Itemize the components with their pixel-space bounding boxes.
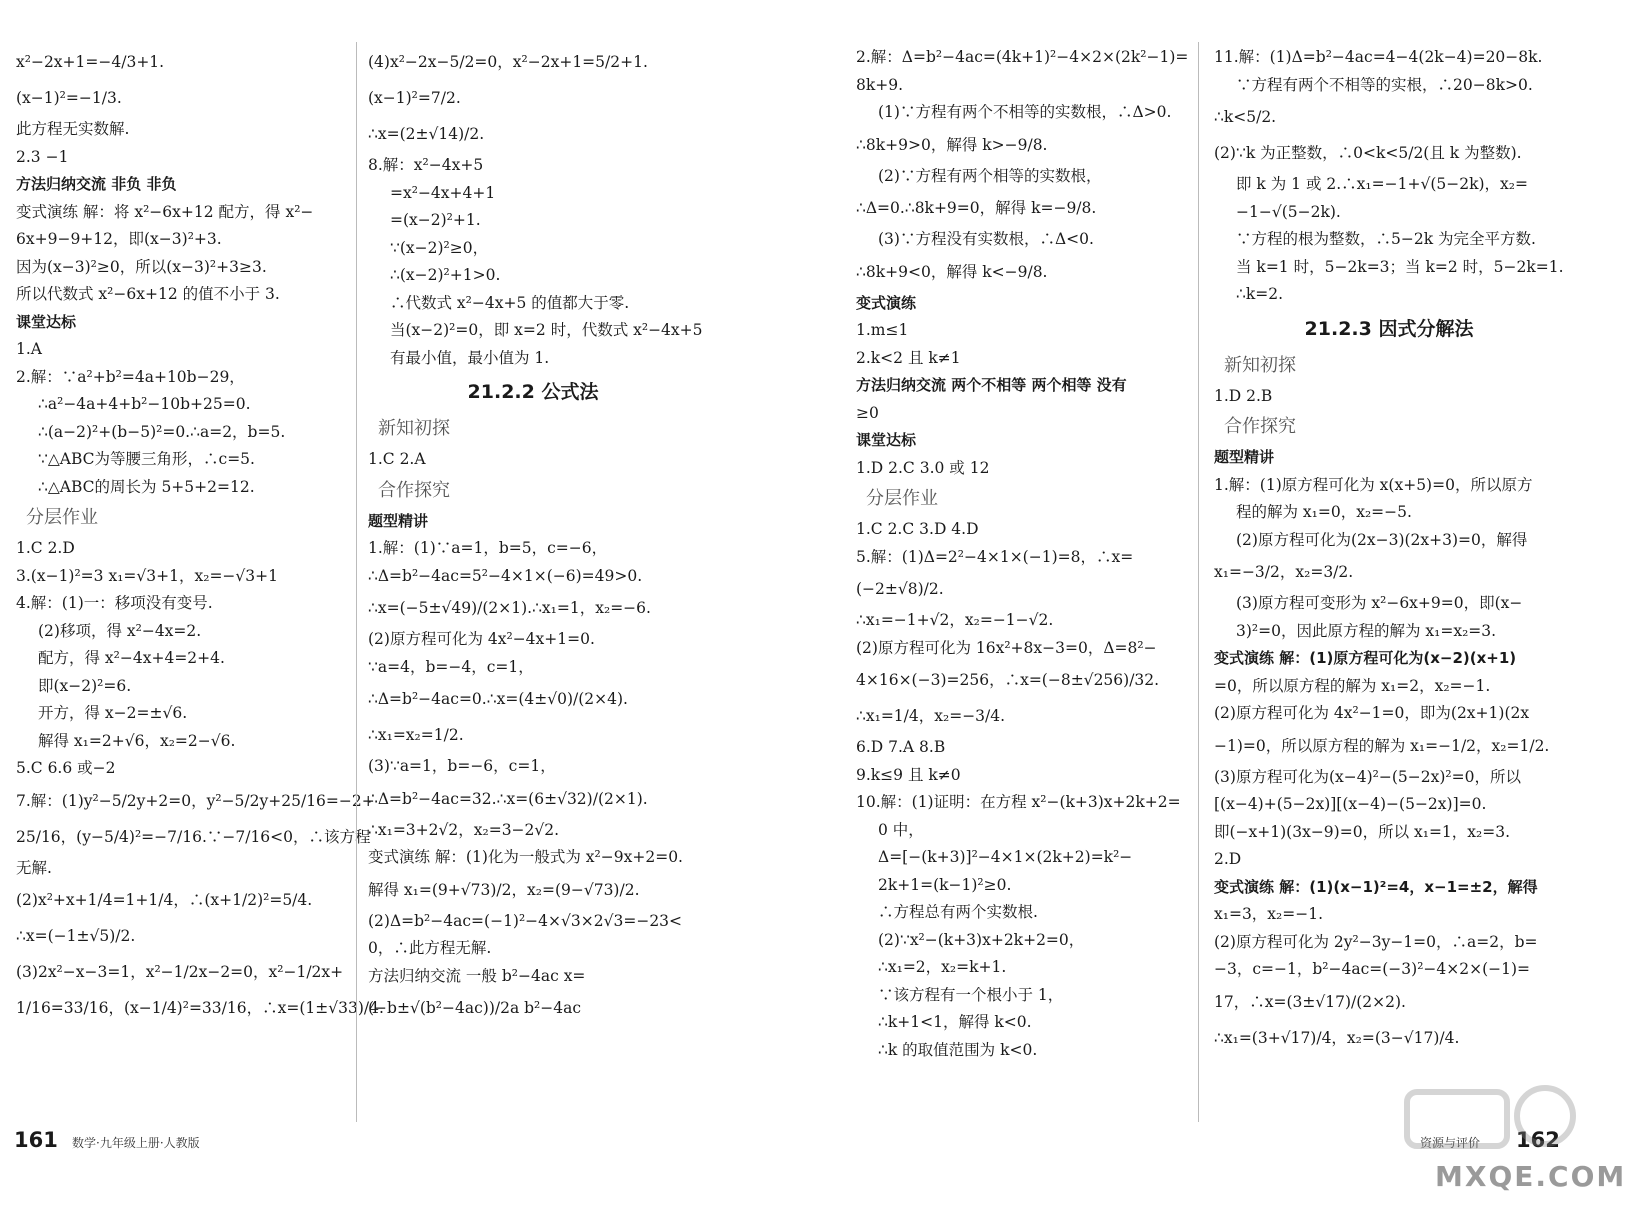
answer-line: 开方，得 x−2=±√6. [38,704,188,722]
answer-line: 2.解：Δ=b²−4ac=(4k+1)²−4×2×(2k²−1)= [856,48,1189,66]
section-banner: 新知初探 [378,418,450,439]
answer-column-4 [1214,44,1564,1056]
answer-line: 17，∴x=(3±√17)/(2×2). [1214,992,1406,1011]
answer-line: 变式演练 解：将 x²−6x+12 配方，得 x²− [16,202,314,221]
answer-line: 8.解：x²−4x+5 [368,156,484,174]
answer-line: =0，所以原方程的解为 x₁=2，x₂=−1. [1214,676,1491,695]
answer-line: ∴8k+9<0，解得 k<−9/8. [856,262,1048,281]
answer-line: 无解. [16,858,52,877]
answer-line: ∴Δ=b²−4ac=5²−4×1×(−6)=49>0. [368,566,643,585]
answer-line: =x²−4x+4+1 [390,183,496,202]
answer-line: (2)∵x²−(k+3)x+2k+2=0， [878,930,1085,949]
answer-line: 0 中， [878,820,924,839]
answer-line: ∴Δ=b²−4ac=32.∴x=(6±√32)/(2×1). [368,789,648,808]
answer-line: ∴x=(−5±√49)/(2×1).∴x₁=1，x₂=−6. [368,599,651,617]
answer-line: ∵该方程有一个根小于 1， [878,985,1064,1004]
answer-line: 1/16=33/16，(x−1/4)²=33/16，∴x=(1±√33)/4. [16,999,384,1017]
answer-line: 4×16×(−3)=256，∴x=(−8±√256)/32. [856,671,1160,689]
answer-line: Δ=[−(k+3)]²−4×1×(2k+2)=k²− [878,848,1133,866]
subheading: 方法归纳交流 非负 非负 [16,175,177,193]
section-banner: 合作探究 [1224,416,1296,437]
answer-line: 5.解：(1)Δ=2²−4×1×(−1)=8，∴x= [856,547,1134,566]
left-page [0,0,800,1208]
answer-line: ∴x₁=x₂=1/2. [368,726,464,744]
answer-line: (x−1)²=−1/3. [16,89,122,107]
answer-line: 当(x−2)²=0，即 x=2 时，代数式 x²−4x+5 [390,321,703,339]
answer-line: [(x−4)+(5−2x)][(x−4)−(5−2x)]=0. [1214,795,1487,813]
section-title: 21.2.2 公式法 [467,381,599,403]
answer-line: (3)∵方程没有实数根，∴Δ<0. [878,230,1094,248]
answer-line: 1.C 2.C 3.D 4.D [856,520,979,538]
answer-line: 6.D 7.A 8.B [856,738,946,756]
answer-line: 2k+1=(k−1)²≥0. [878,875,1012,894]
answer-line: 10.解：(1)证明：在方程 x²−(k+3)x+2k+2= [856,793,1181,811]
answer-line: 变式演练 解：(1)化为一般式为 x²−9x+2=0. [368,848,683,866]
answer-line: ∴k+1<1，解得 k<0. [878,1013,1032,1031]
answer-line: (2)原方程可化为 4x²−1=0，即为(2x+1)(2x [1214,704,1530,722]
subheading: 方法归纳交流 两个不相等 两个相等 没有 [856,376,1127,394]
answer-line: 1.解：(1)原方程可化为 x(x+5)=0，所以原方 [1214,475,1533,494]
answer-line: ∴△ABC的周长为 5+5+2=12. [38,477,255,496]
answer-column-2 [368,44,703,1026]
answer-line: 程的解为 x₁=0，x₂=−5. [1236,503,1412,521]
section-banner: 分层作业 [866,488,938,509]
footer-book-title: 数学·九年级上册·人教版 [72,1136,200,1150]
answer-line: ∴x₁=(3+√17)/4，x₂=(3−√17)/4. [1214,1028,1460,1047]
section-banner: 新知初探 [1224,354,1296,376]
section-title: 21.2.3 因式分解法 [1304,317,1474,340]
answer-line: 9.k≤9 且 k≠0 [856,765,961,784]
section-banner: 分层作业 [26,507,98,528]
answer-line: 1.m≤1 [856,321,909,339]
answer-line: ∴Δ=b²−4ac=0.∴x=(4±√0)/(2×4). [368,690,628,708]
answer-line: 1.C 2.D [16,539,75,557]
answer-line: (3)∵a=1，b=−6，c=1， [368,757,556,775]
answer-line: 5.C 6.6 或−2 [16,759,116,777]
answer-line: 25/16，(y−5/4)²=−7/16.∵−7/16<0，∴该方程 [16,827,371,846]
answer-line: 解得 x₁=(9+√73)/2，x₂=(9−√73)/2. [368,880,640,899]
answer-line: 当 k=1 时，5−2k=3；当 k=2 时，5−2k=1. [1236,257,1564,276]
answer-line: (1)∵方程有两个不相等的实数根，∴Δ>0. [878,103,1172,121]
answer-line: 6x+9−9+12，即(x−3)²+3. [16,230,222,248]
answer-line: 11.解：(1)Δ=b²−4ac=4−4(2k−4)=20−8k. [1214,48,1543,66]
subheading: 课堂达标 [16,312,77,331]
answer-line: ∵(x−2)²≥0， [390,238,489,257]
answer-line: 3)²=0，因此原方程的解为 x₁=x₂=3. [1236,621,1497,640]
watermark-text: MXQE.COM [1435,1160,1626,1193]
page-number-left: 161 [14,1128,58,1152]
answer-line: (x−1)²=7/2. [368,89,461,107]
answer-line: (2)原方程可化为(2x−3)(2x+3)=0，解得 [1236,530,1528,549]
answer-line: 即(−x+1)(3x−9)=0，所以 x₁=1，x₂=3. [1214,822,1511,841]
answer-line: ∴a²−4a+4+b²−10b+25=0. [38,395,251,413]
answer-line: ∵方程有两个不相等的实根，∴20−8k>0. [1236,75,1533,94]
answer-line: ∴k<5/2. [1214,108,1277,126]
answer-line: ∴方程总有两个实数根. [878,903,1038,921]
answer-line: 8k+9. [856,75,904,94]
answer-line: (2)原方程可化为 4x²−4x+1=0. [368,630,595,648]
answer-line: 1.解：(1)∵a=1，b=5，c=−6， [368,539,608,557]
answer-line: ∴x₁=1/4，x₂=−3/4. [856,707,1006,725]
answer-line: (2)原方程可化为 16x²+8x−3=0，Δ=8²− [856,638,1157,657]
answer-column-1 [16,44,384,1026]
answer-line: 1.C 2.A [368,450,426,468]
footer-series-title: 资源与评价 [1420,1136,1481,1150]
section-banner: 合作探究 [378,479,450,501]
answer-line: ∴x₁=2，x₂=k+1. [878,958,1007,976]
answer-line: ∵a=4，b=−4，c=1， [368,657,534,676]
answer-line: ∴k=2. [1236,285,1284,303]
answer-column-3 [856,44,1189,1064]
answer-line: 3.(x−1)²=3 x₁=√3+1，x₂=−√3+1 [16,566,279,585]
answer-line: 解得 x₁=2+√6，x₂=2−√6. [38,731,236,750]
answer-line: (2)x²+x+1/4=1+1/4，∴(x+1/2)²=5/4. [16,891,313,909]
answer-line: 7.解：(1)y²−5/2y+2=0，y²−5/2y+25/16=−2+ [16,791,375,810]
answer-line: (2)原方程可化为 2y²−3y−1=0，∴a=2，b= [1214,932,1538,951]
answer-line: 方法归纳交流 一般 b²−4ac x= [368,966,586,985]
answer-line: (2)∵k 为正整数，∴0<k<5/2(且 k 为整数). [1214,144,1522,162]
subheading: 变式演练 解：(1)原方程可化为(x−2)(x+1) [1214,649,1517,667]
answer-line: 4.解：(1)一：移项没有变号. [16,594,213,612]
answer-line: 因为(x−3)²≥0，所以(x−3)²+3≥3. [16,257,267,276]
right-page [800,0,1600,1208]
answer-line: 1.D 2.B [1214,386,1273,405]
answer-line: 有最小值，最小值为 1. [390,348,550,367]
answer-line: ∴x=(−1±√5)/2. [16,927,136,945]
answer-line: (2)∵方程有两个相等的实数根， [878,166,1102,185]
answer-line: ∴8k+9>0，解得 k>−9/8. [856,135,1048,154]
subheading: 课堂达标 [856,431,917,449]
answer-line: x₁=3，x₂=−1. [1214,905,1324,923]
answer-line: −1−√(5−2k). [1236,202,1341,221]
answer-line: ≥0 [856,403,879,422]
answer-line: ∴k 的取值范围为 k<0. [878,1040,1038,1059]
answer-line: ∴x₁=−1+√2，x₂=−1−√2. [856,611,1054,629]
answer-line: ∴代数式 x²−4x+5 的值都大于零. [390,293,630,312]
answer-line: ∵方程的根为整数，∴5−2k 为完全平方数. [1236,230,1536,248]
answer-line: ∴(a−2)²+(b−5)²=0.∴a=2，b=5. [38,422,286,441]
subheading: 变式演练 [856,293,917,312]
answer-line: 即 k 为 1 或 2.∴x₁=−1+√(5−2k)，x₂= [1236,175,1528,193]
answer-line: 2.k<2 且 k≠1 [856,348,961,367]
answer-line: =(x−2)²+1. [390,211,481,229]
answer-line: ∴Δ=0.∴8k+9=0，解得 k=−9/8. [856,199,1097,217]
answer-line: (−2±√8)/2. [856,580,944,598]
answer-line: −3，c=−1，b²−4ac=(−3)²−4×2×(−1)= [1214,960,1531,978]
answer-line: 1.D 2.C 3.0 或 12 [856,458,990,477]
answer-line: ∵△ABC为等腰三角形，∴c=5. [38,450,255,468]
answer-line: −1)=0，所以原方程的解为 x₁=−1/2，x₂=1/2. [1214,736,1550,755]
subheading: 变式演练 解：(1)(x−1)²=4，x−1=±2，解得 [1214,877,1538,896]
answer-line: (2)移项，得 x²−4x=2. [38,621,202,640]
column-divider [1198,42,1199,1122]
answer-line: 0，∴此方程无解. [368,939,492,957]
answer-line: (2)Δ=b²−4ac=(−1)²−4×√3×2√3=−23< [368,911,683,930]
answer-line: 配方，得 x²−4x+4=2+4. [38,649,225,667]
answer-line: x₁=−3/2，x₂=3/2. [1214,563,1354,581]
answer-line: ∴x=(2±√14)/2. [368,125,485,143]
answer-line: ∴(x−2)²+1>0. [390,266,501,284]
answer-line: x²−2x+1=−4/3+1. [16,53,165,71]
answer-line: 2.3 −1 [16,147,69,166]
subheading: 题型精讲 [368,511,429,530]
answer-line: 即(x−2)²=6. [38,676,132,695]
answer-line: ∴x₁=3+2√2，x₂=3−2√2. [368,820,560,839]
answer-line: 1.A [16,340,42,358]
answer-line: (3)原方程可变形为 x²−6x+9=0，即(x− [1236,594,1523,612]
answer-line: (−b±√(b²−4ac))/2a b²−4ac [368,999,582,1017]
answer-line: (3)2x²−x−3=1，x²−1/2x−2=0，x²−1/2x+ [16,963,344,981]
answer-line: 2.解：∵a²+b²=4a+10b−29， [16,367,245,386]
answer-line: (3)原方程可化为(x−4)²−(5−2x)²=0，所以 [1214,767,1521,786]
answer-line: (4)x²−2x−5/2=0，x²−2x+1=5/2+1. [368,53,648,71]
subheading: 题型精讲 [1214,448,1275,466]
answer-line: 2.D [1214,850,1242,868]
page-number-right: 162 [1516,1128,1560,1152]
column-divider [356,42,357,1122]
answer-line: 此方程无实数解. [16,120,130,138]
answer-line: 所以代数式 x²−6x+12 的值不小于 3. [16,285,280,303]
